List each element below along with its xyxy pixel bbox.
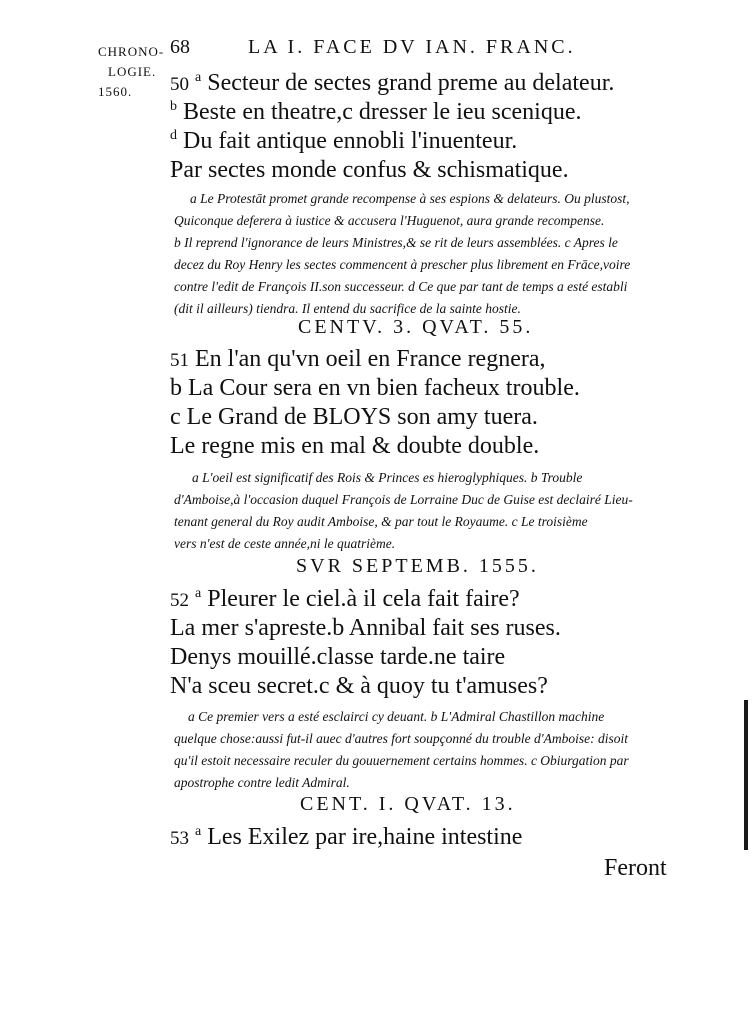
margin-chronology: [98, 42, 164, 102]
verse-text: Du fait antique ennobli l'inuenteur.: [177, 128, 518, 154]
page-number: 68: [170, 36, 190, 58]
note-marker: a: [195, 586, 202, 601]
verse-line: [170, 99, 581, 126]
verse-text: N'a sceu secret.c & à quoy tu t'amuses?: [170, 673, 548, 699]
commentary-note: [174, 188, 631, 320]
verse-line: [170, 70, 614, 97]
margin-line-3: 1560.: [98, 84, 133, 99]
note-line: b Il reprend l'ignorance de leurs Ministres,& se rit de leurs assemblées. c Apres le: [174, 235, 618, 250]
note-line: quelque chose:aussi fut-il auec d'autres fort soupçonné du trouble d'Amboise: disoit: [174, 731, 628, 746]
section-heading: CENT. I. QVAT. 13.: [300, 793, 516, 815]
note-line: decez du Roy Henry les sectes commencent à prescher plus librement en Frāce,voire: [174, 257, 631, 272]
verse-text: Denys mouillé.classe tarde.ne taire: [170, 644, 506, 670]
note-line: qu'il estoit necessaire reculer du gouuernement certains hommes. c Obiurgation par: [174, 753, 629, 768]
running-head: LA I. FACE DV IAN. FRANC.: [248, 36, 576, 58]
verse-line: [170, 673, 548, 700]
verse-line: [170, 128, 517, 155]
verse-text: Secteur de sectes grand preme au delateur.: [201, 70, 615, 96]
verse-line: [170, 346, 546, 373]
note-line: a Le Protestāt promet grande recompense à ses espions & delateurs. Ou plustost,: [190, 191, 630, 206]
verse-text: Pleurer le ciel.à il cela fait faire?: [201, 586, 520, 612]
verse-text: Le regne mis en mal & doubte double.: [170, 433, 540, 459]
verse-text: Les Exilez par ire,haine intestine: [201, 824, 523, 850]
verse-line: [170, 615, 561, 642]
verse-number: 52: [170, 590, 189, 611]
verse-number: 53: [170, 828, 189, 849]
commentary-note: [174, 706, 629, 794]
section-heading: CENTV. 3. QVAT. 55.: [298, 316, 534, 338]
verse-line: [170, 157, 569, 184]
verse-line: [170, 824, 522, 851]
verse-line: [170, 375, 580, 402]
note-line: Quiconque deferera à iustice & accusera l'Huguenot, aura grande recompense.: [174, 213, 605, 228]
note-line: d'Amboise,à l'occasion duquel François de Lorraine Duc de Guise est declairé Lieu-: [174, 492, 633, 507]
verse-number: 50: [170, 74, 189, 95]
verse-text: La mer s'apreste.b Annibal fait ses ruses.: [170, 615, 561, 641]
verse-line: [170, 586, 520, 613]
note-line: a L'oeil est significatif des Rois & Princes es hieroglyphiques. b Trouble: [192, 470, 583, 485]
note-line: apostrophe contre ledit Admiral.: [174, 775, 350, 790]
note-line: (dit il ailleurs) tiendra. Il entend du sacrifice de la sainte hostie.: [174, 301, 521, 316]
verse-line: [170, 433, 539, 460]
verse-text: Beste en theatre,c dresser le ieu scenique.: [177, 99, 582, 125]
note-marker: a: [195, 824, 202, 839]
catchword: Feront: [604, 855, 667, 881]
commentary-note: [174, 467, 633, 555]
margin-line-2: LOGIE.: [108, 64, 157, 79]
margin-line-1: CHRONO-: [98, 44, 165, 59]
note-marker: d: [170, 128, 177, 143]
section-heading: SVR SEPTEMB. 1555.: [296, 555, 539, 577]
verse-text: b La Cour sera en vn bien facheux trouble.: [170, 375, 580, 401]
note-line: vers n'est de ceste année,ni le quatrième.: [174, 536, 396, 551]
verse-text: c Le Grand de BLOYS son amy tuera.: [170, 404, 538, 430]
verse-number: 51: [170, 350, 189, 371]
verse-line: [170, 404, 538, 431]
note-marker: b: [170, 99, 177, 114]
scan-edge-line: [744, 700, 748, 850]
note-marker: a: [195, 70, 202, 85]
verse-text: Par sectes monde confus & schismatique.: [170, 157, 569, 183]
note-line: tenant general du Roy audit Amboise, & par tout le Royaume. c Le troisième: [174, 514, 588, 529]
note-line: a Ce premier vers a esté esclairci cy deuant. b L'Admiral Chastillon machine: [188, 709, 605, 724]
note-line: contre l'edit de François II.son successeur. d Ce que par tant de temps a esté establi: [174, 279, 628, 294]
verse-line: [170, 644, 505, 671]
verse-text: En l'an qu'vn oeil en France regnera,: [195, 346, 546, 372]
